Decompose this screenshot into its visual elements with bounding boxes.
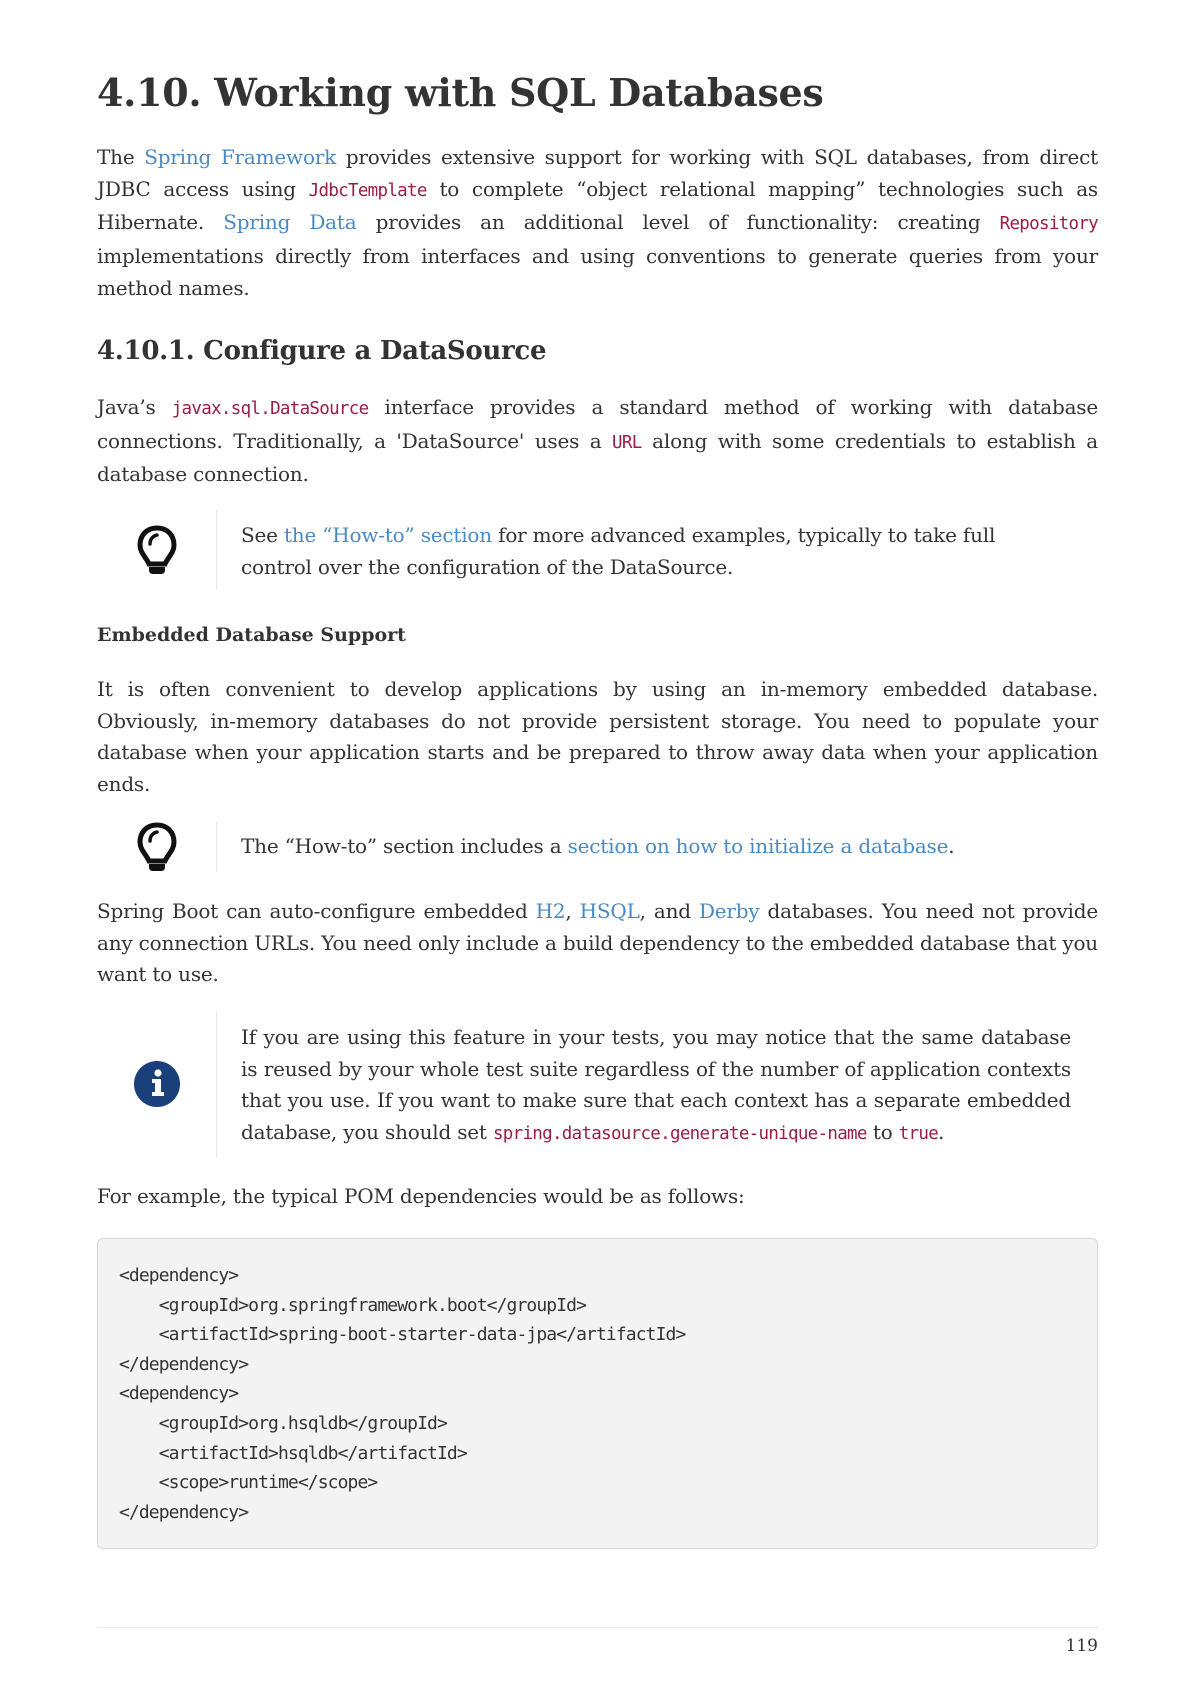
page-number: 119 [1065,1636,1098,1656]
autoconfig-paragraph [97,896,1098,991]
text: interface provides a standard method of working with database connections. Traditionally, a 'DataSource' uses a [97,395,1098,453]
spring-data-link[interactable]: Spring Data [223,210,357,235]
initialize-database-link[interactable]: section on how to initialize a database [567,834,949,858]
note-text [241,1022,1071,1151]
h2-link[interactable]: H2 [535,899,566,923]
tip-admonition [97,822,1098,872]
text: The “How-to” section includes a [241,834,568,858]
tip-admonition [97,510,1098,590]
inline-code: URL [612,432,642,453]
inline-code: javax.sql.DataSource [171,399,369,419]
text: . [938,1120,945,1145]
admonition-divider [216,822,217,872]
text: The [97,145,145,169]
datasource-paragraph [97,392,1098,491]
section-heading: 4.10.1. Configure a DataSource [97,336,547,366]
text: , and [639,899,699,923]
info-icon [127,1054,187,1118]
text: See [241,523,284,547]
hsql-link[interactable]: HSQL [579,899,640,923]
admonition-divider [216,1012,217,1158]
code-block [97,1238,1098,1549]
lightbulb-icon [127,817,187,881]
derby-link[interactable]: Derby [698,899,760,923]
spring-framework-link[interactable]: Spring Framework [144,145,337,169]
text: , [565,899,580,923]
inline-code: JdbcTemplate [308,180,427,201]
inline-code: spring.datasource.generate-unique-name [492,1124,867,1145]
text: for more advanced examples, typically to take full control over the configuration of the DataSource. [241,523,996,579]
page-title: 4.10. Working with SQL Databases [97,70,824,115]
how-to-link[interactable]: the “How-to” section [283,523,492,547]
note-admonition [97,1012,1098,1158]
text: If you are using this feature in your tests, you may notice that the same database is reused by your whole test suite regardless of the number of application contexts that you use. If you want to make sure that each context has a separate embedded database, you should set [241,1025,1071,1145]
inline-code: true [898,1124,939,1145]
text: implementations directly from interfaces and using conventions to generate queries from your method names. [97,244,1098,300]
text: to [866,1120,899,1145]
text: to complete “object relational mapping” technologies such as Hibernate. [97,176,1099,235]
text: Java’s [97,395,172,419]
code-listing: <dependency> <groupId>org.springframework.boot</groupId> <artifactId>spring-boot-starter-data-jpa</artifactId> </dependency> <dependency> <groupId>org.hsqldb</groupId> <artifactId>hsqldb</artifactId> <scope>runtime</scope> </dependency> [119,1265,686,1523]
tip-text [241,831,1071,863]
text: Spring Boot can auto-configure embedded [97,899,536,923]
inline-code: Repository [999,214,1098,235]
admonition-divider [216,510,217,590]
text: provides extensive support for working with SQL databases, from direct JDBC access using [97,145,1098,201]
lightbulb-icon [127,520,187,584]
embedded-paragraph: It is often convenient to develop applications by using an in-memory embedded database. Obviously, in-memory databases do not provide persistent storage. You need to populate your database when your application starts and be prepared to throw away data when your application ends. [97,677,1098,797]
subsection-heading: Embedded Database Support [97,624,406,646]
text: databases. You need not provide any connection URLs. You need only include a build dependency to the embedded database that you want to use. [97,899,1098,987]
intro-paragraph [97,142,1098,305]
footer-divider [97,1627,1098,1628]
text: along with some credentials to establish a database connection. [97,428,1098,487]
tip-text [241,520,1071,583]
text: . [948,834,955,858]
text: provides an additional level of functionality: creating [356,210,1000,235]
example-intro: For example, the typical POM dependencies would be as follows: [97,1184,745,1208]
